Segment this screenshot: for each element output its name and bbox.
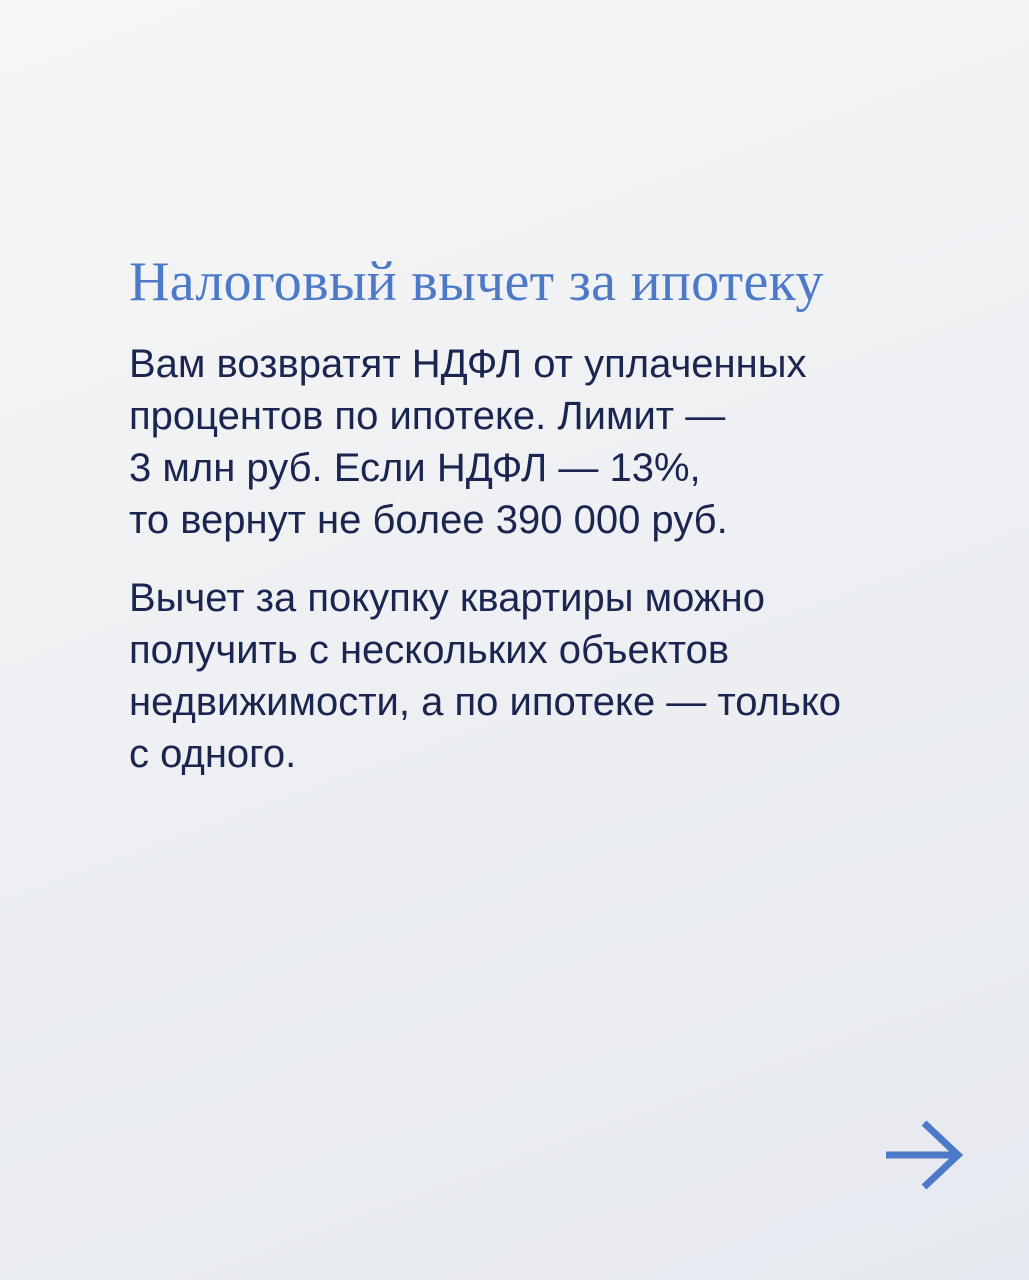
text-line: то вернут не более 390 000 руб. — [129, 498, 728, 542]
slide-title: Налоговый вычет за ипотеку — [129, 251, 824, 313]
text-line: 3 млн руб. Если НДФЛ — 13%, — [129, 446, 701, 490]
text-line: с одного. — [129, 732, 297, 776]
text-line: Вам возвратят НДФЛ от уплаченных — [129, 342, 807, 386]
next-slide-button[interactable] — [882, 1115, 966, 1195]
paragraph-deduction-objects — [129, 572, 929, 780]
text-line: процентов по ипотеке. Лимит — — [129, 394, 726, 438]
paragraph-refund-limit — [129, 338, 929, 546]
text-line: получить с нескольких объектов — [129, 628, 730, 672]
text-line: недвижимости, а по ипотеке — только — [129, 680, 842, 724]
arrow-right-icon — [882, 1115, 966, 1195]
text-line: Вычет за покупку квартиры можно — [129, 576, 765, 620]
slide-content — [129, 250, 929, 780]
